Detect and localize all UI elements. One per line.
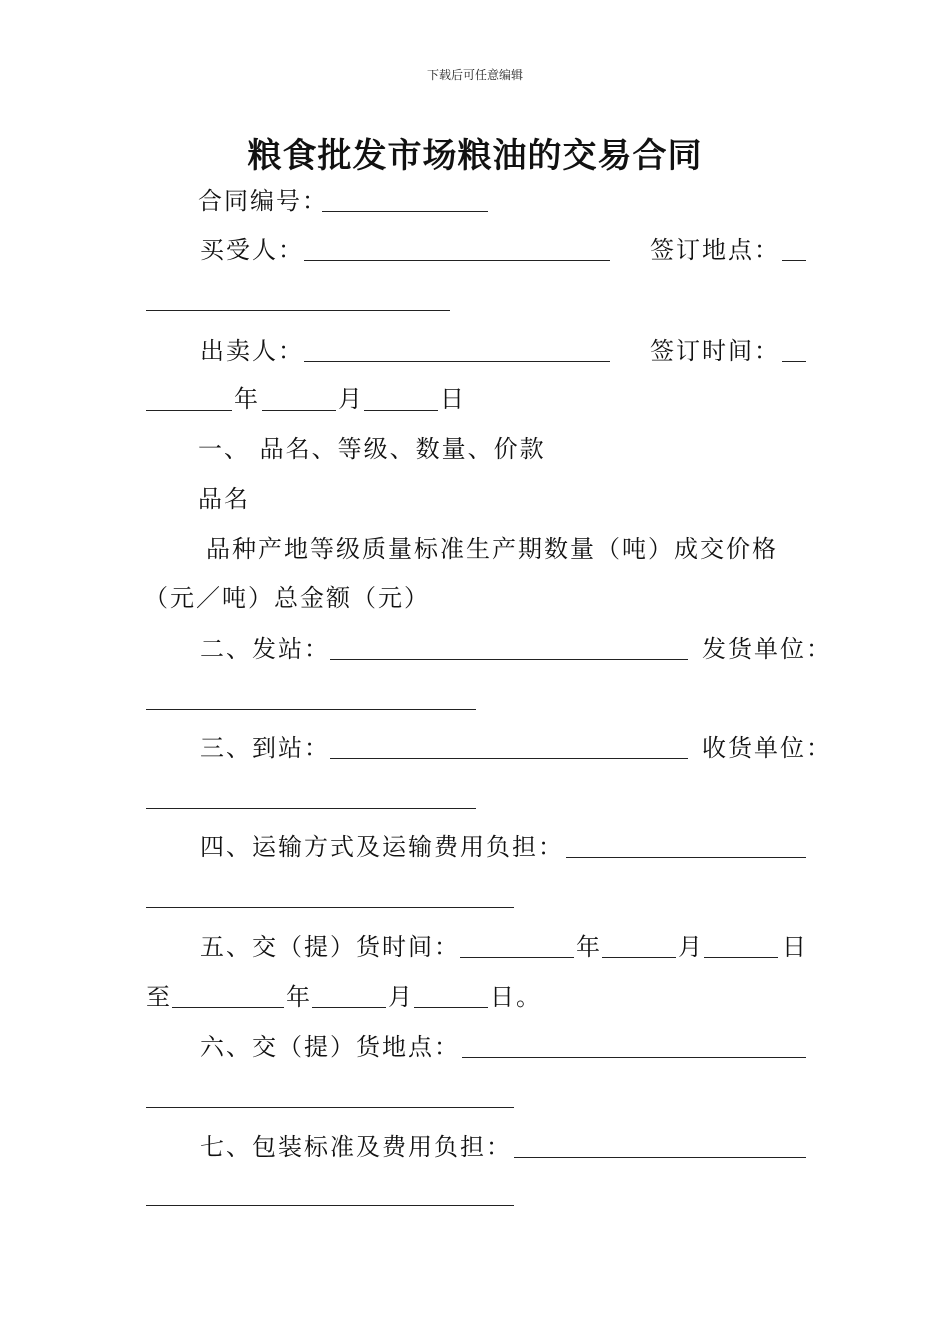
sign-place-label: 签订地点： xyxy=(650,236,780,264)
packaging-field[interactable] xyxy=(514,1157,806,1158)
section-1-heading: 一、 品名、等级、数量、价款 xyxy=(198,435,546,463)
sign-time-label: 签订时间： xyxy=(650,337,780,365)
seller-field[interactable] xyxy=(304,361,610,362)
seller-label: 出卖人： xyxy=(200,337,304,365)
delivery-place-field-continued[interactable] xyxy=(146,1107,514,1108)
delivery-start-day-label: 日 xyxy=(782,933,808,961)
delivery-end-day-label: 日。 xyxy=(490,983,542,1011)
section-2-label: 二、发站： xyxy=(200,635,330,663)
buyer-label: 买受人： xyxy=(200,236,304,264)
sign-place-field-start[interactable] xyxy=(782,260,806,261)
delivery-end-month-field[interactable] xyxy=(312,1007,386,1008)
sign-day-field[interactable] xyxy=(364,410,438,411)
departure-station-field[interactable] xyxy=(330,659,688,660)
section-6-label: 六、交（提）货地点： xyxy=(200,1033,460,1061)
section-3-label: 三、到站： xyxy=(200,734,330,762)
delivery-end-year-label: 年 xyxy=(286,983,312,1011)
ship-unit-label: 发货单位： xyxy=(702,635,832,663)
delivery-end-month-label: 月 xyxy=(388,983,414,1011)
delivery-start-month-field[interactable] xyxy=(602,957,676,958)
buyer-field[interactable] xyxy=(304,260,610,261)
delivery-start-year-field[interactable] xyxy=(460,957,574,958)
year-label: 年 xyxy=(234,385,260,413)
delivery-start-month-label: 月 xyxy=(678,933,704,961)
transport-field[interactable] xyxy=(566,857,806,858)
sign-year-field[interactable] xyxy=(146,410,232,411)
sign-month-field[interactable] xyxy=(262,410,336,411)
delivery-end-day-field[interactable] xyxy=(414,1007,488,1008)
day-label: 日 xyxy=(440,385,466,413)
contract-no-label: 合同编号： xyxy=(198,187,328,215)
sign-place-field[interactable] xyxy=(146,310,450,311)
header-note: 下载后可任意编辑 xyxy=(426,68,523,82)
delivery-start-year-label: 年 xyxy=(576,933,602,961)
document-title: 粮食批发市场粮油的交易合同 xyxy=(247,136,703,176)
section-7-label: 七、包装标准及费用负担： xyxy=(200,1133,512,1161)
section-4-label: 四、运输方式及运输费用负担： xyxy=(200,833,564,861)
delivery-place-field[interactable] xyxy=(462,1057,806,1058)
sign-time-field-start[interactable] xyxy=(782,361,806,362)
to-label: 至 xyxy=(146,983,172,1011)
delivery-start-day-field[interactable] xyxy=(704,957,778,958)
columns-line-2: （元／吨）总金额（元） xyxy=(144,584,430,612)
transport-field-continued[interactable] xyxy=(146,907,514,908)
arrival-station-field[interactable] xyxy=(330,758,688,759)
month-label: 月 xyxy=(338,385,364,413)
delivery-end-year-field[interactable] xyxy=(172,1007,284,1008)
receive-unit-field[interactable] xyxy=(146,808,476,809)
ship-unit-field[interactable] xyxy=(146,709,476,710)
contract-no-field[interactable] xyxy=(322,211,488,212)
product-name-label: 品名 xyxy=(198,485,250,513)
columns-line-1: 品种产地等级质量标准生产期数量（吨）成交价格 xyxy=(206,535,778,563)
section-5-label: 五、交（提）货时间： xyxy=(200,933,460,961)
packaging-field-continued[interactable] xyxy=(146,1205,514,1206)
receive-unit-label: 收货单位： xyxy=(702,734,832,762)
